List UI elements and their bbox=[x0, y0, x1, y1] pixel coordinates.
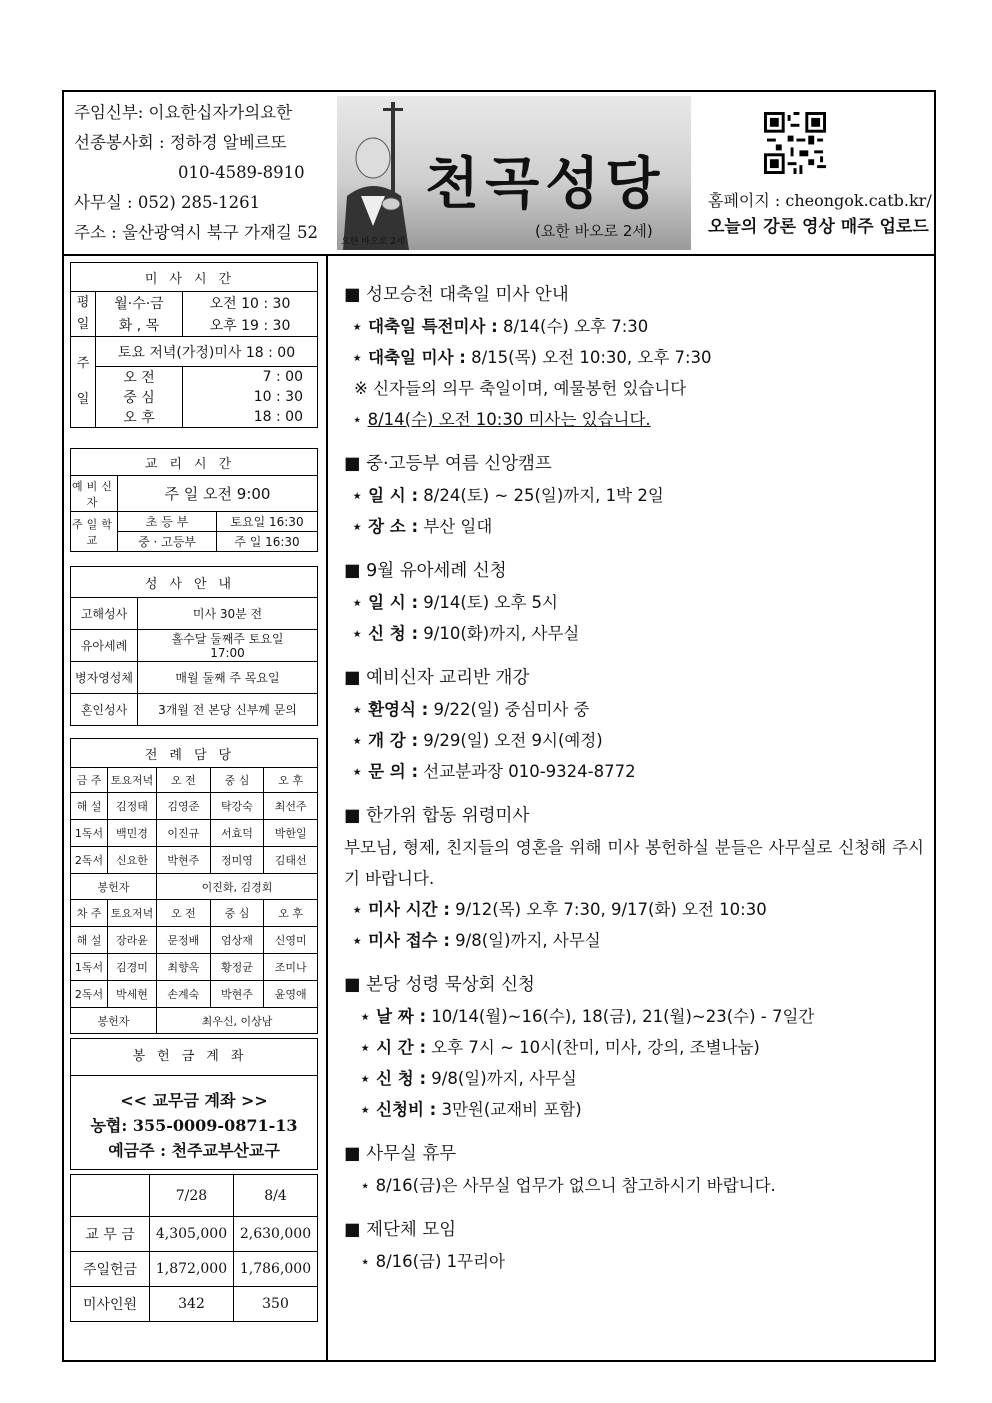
catechumen-label: 예비신자 bbox=[71, 476, 118, 512]
notice-item-text: 9/22(일) 중심미사 중 bbox=[428, 700, 590, 719]
finance-value: 2,630,000 bbox=[234, 1217, 318, 1252]
finance-value: 350 bbox=[234, 1287, 318, 1322]
weekday-days: 화 , 목 bbox=[96, 314, 183, 337]
catechism-table bbox=[70, 448, 318, 552]
finance-value: 342 bbox=[150, 1287, 234, 1322]
offering-account-holder: 예금주 : 천주교부산교구 bbox=[108, 1141, 280, 1160]
notice-title: ■ 중·고등부 여름 신앙캠프 bbox=[344, 454, 552, 474]
liturgy-cell: 박현주 bbox=[210, 981, 264, 1008]
notice-star: ⋆ bbox=[352, 410, 368, 429]
liturgy-title: 전례담당 bbox=[71, 739, 318, 768]
weekday-time: 오후 19 : 30 bbox=[183, 314, 318, 337]
mass-times-table bbox=[70, 262, 318, 428]
notice-title: ■ 사무실 휴무 bbox=[344, 1144, 457, 1164]
liturgy-cell: 이진규 bbox=[157, 820, 211, 847]
qr-code-icon[interactable] bbox=[764, 112, 826, 174]
notice-title: ■ 예비신자 교리반 개강 bbox=[344, 668, 530, 688]
notice-item-text: 9/8(일)까지, 사무실 bbox=[426, 1069, 577, 1088]
notice-title: ■ 본당 성령 묵상회 신청 bbox=[344, 975, 535, 995]
council-line: 선종봉사회 : 정하경 알베르또 bbox=[74, 133, 287, 152]
liturgy-cell: 조미나 bbox=[264, 954, 318, 981]
sunday-mass-label: 오 후 bbox=[96, 407, 183, 428]
sacrament-name: 혼인성사 bbox=[71, 694, 138, 726]
sunday-label: 주일 bbox=[71, 337, 96, 428]
liturgy-cell: 1독서 bbox=[71, 820, 108, 847]
notice-item-text: 9/29(일) 오전 9시(예정) bbox=[418, 731, 603, 750]
catechism-title: 교리시간 bbox=[71, 449, 318, 476]
sacrament-name: 유아세례 bbox=[71, 630, 138, 662]
notice-item-text: 8/24(토) ~ 25(일)까지, 1박 2일 bbox=[418, 486, 664, 505]
sunday-mass-time: 10 : 30 bbox=[183, 387, 318, 407]
sacrament-name: 고해성사 bbox=[71, 598, 138, 630]
liturgy-cell: 박한일 bbox=[264, 820, 318, 847]
liturgy-cell: 문정배 bbox=[157, 927, 211, 954]
finance-date: 8/4 bbox=[234, 1175, 318, 1217]
liturgy-cell: 김태선 bbox=[264, 847, 318, 874]
liturgy-cell: 오 후 bbox=[264, 768, 318, 793]
mass-times-title: 미사시간 bbox=[71, 263, 318, 292]
notice-title: ■ 9월 유아세례 신청 bbox=[344, 561, 507, 581]
notice-item-label: ⋆ 미사 시간 : bbox=[352, 900, 450, 919]
notice-item-text: ⋆ 8/16(금)은 사무실 업무가 없으니 참고하시기 바랍니다. bbox=[360, 1176, 776, 1195]
liturgy-cell: 엄상재 bbox=[210, 927, 264, 954]
notice-item-label: ⋆ 시 간 : bbox=[360, 1038, 427, 1057]
liturgy-cell: 최선주 bbox=[264, 793, 318, 820]
notice-item-text: 9/14(토) 오후 5시 bbox=[418, 593, 558, 612]
offering-account-heading: << 교무금 계좌 >> bbox=[120, 1091, 268, 1110]
offering-account-title: 봉헌금계좌 bbox=[71, 1039, 317, 1076]
notice-spirit-retreat bbox=[344, 970, 924, 1125]
sunday-school-label: 주일학교 bbox=[71, 512, 118, 552]
catechumen-time: 주 일 오전 9:00 bbox=[118, 476, 318, 512]
liturgy-cell: 신요한 bbox=[108, 847, 157, 874]
liturgy-cell: 중 심 bbox=[210, 768, 264, 793]
notice-item-label: ⋆ 일 시 : bbox=[352, 593, 419, 612]
school-time: 주 일 16:30 bbox=[217, 532, 318, 552]
liturgy-table bbox=[70, 738, 318, 1034]
finance-value: 4,305,000 bbox=[150, 1217, 234, 1252]
liturgy-server: 최우신, 이상남 bbox=[157, 1008, 318, 1034]
liturgy-cell: 황정균 bbox=[210, 954, 264, 981]
notice-note: ※ 신자들의 의무 축일이며, 예물봉헌 있습니다 bbox=[354, 379, 687, 398]
notice-item-label: ⋆ 환영식 : bbox=[352, 700, 429, 719]
weekday-time: 오전 10 : 30 bbox=[183, 292, 318, 315]
notices-column bbox=[344, 280, 924, 1277]
homepage-link[interactable]: 홈페이지 : cheongok.catb.kr/ bbox=[708, 191, 932, 210]
council-phone: 010-4589-8910 bbox=[178, 163, 305, 182]
notice-item-label: ⋆ 신청비 : bbox=[360, 1100, 437, 1119]
notice-item-text: 9/8(일)까지, 사무실 bbox=[449, 931, 601, 950]
weekday-days: 월·수·금 bbox=[96, 292, 183, 315]
liturgy-cell: 김정태 bbox=[108, 793, 157, 820]
finance-date: 7/28 bbox=[150, 1175, 234, 1217]
liturgy-cell: 장라윤 bbox=[108, 927, 157, 954]
weekday-label: 평일 bbox=[71, 292, 96, 337]
patron-saint: (요한 바오로 2세) bbox=[535, 222, 653, 240]
church-name: 천곡성당 bbox=[425, 152, 666, 217]
church-banner bbox=[337, 96, 691, 250]
notice-item-text: 9/10(화)까지, 사무실 bbox=[418, 624, 580, 643]
liturgy-cell: 금 주 bbox=[71, 768, 108, 793]
notice-item-label: ⋆ 장 소 : bbox=[352, 517, 419, 536]
sacrament-info: 3개월 전 본당 신부께 문의 bbox=[138, 694, 318, 726]
liturgy-cell: 해 설 bbox=[71, 793, 108, 820]
saturday-evening-mass: 토요 저녁(가정)미사 18 : 00 bbox=[96, 337, 318, 367]
liturgy-cell: 정미영 bbox=[210, 847, 264, 874]
finance-label: 주일헌금 bbox=[71, 1252, 150, 1287]
address-line: 주소 : 울산광역시 북구 가재길 52 bbox=[74, 223, 319, 242]
finance-value: 1,872,000 bbox=[150, 1252, 234, 1287]
header-divider bbox=[64, 254, 934, 256]
notice-item-text: 선교분과장 010-9324-8772 bbox=[418, 762, 636, 781]
notice-item-label: ⋆ 대축일 특전미사 : bbox=[352, 317, 498, 336]
notice-office-closed bbox=[344, 1139, 924, 1201]
liturgy-cell: 박현주 bbox=[157, 847, 211, 874]
finance-corner bbox=[71, 1175, 150, 1217]
liturgy-cell: 신영미 bbox=[264, 927, 318, 954]
notice-item-label: ⋆ 미사 접수 : bbox=[352, 931, 450, 950]
notice-item-text: 8/15(목) 오전 10:30, 오후 7:30 bbox=[465, 348, 712, 367]
notice-groups-meeting bbox=[344, 1215, 924, 1277]
finance-value: 1,786,000 bbox=[234, 1252, 318, 1287]
liturgy-cell: 1독서 bbox=[71, 954, 108, 981]
pope-portrait-image bbox=[339, 96, 423, 250]
liturgy-server-label: 봉헌자 bbox=[71, 1008, 157, 1034]
offering-account-box bbox=[70, 1038, 318, 1170]
liturgy-cell: 손계숙 bbox=[157, 981, 211, 1008]
liturgy-cell: 오 전 bbox=[157, 900, 211, 927]
notice-underlined-text: 8/14(수) 오전 10:30 미사는 있습니다. bbox=[367, 410, 651, 429]
sacraments-title: 성사안내 bbox=[71, 567, 318, 598]
notice-item-label: ⋆ 개 강 : bbox=[352, 731, 419, 750]
notice-memorial-mass bbox=[344, 801, 924, 956]
column-divider bbox=[326, 254, 328, 1362]
photo-caption: 요한 바오로 2세 bbox=[341, 237, 405, 247]
finance-label: 미사인원 bbox=[71, 1287, 150, 1322]
sacrament-info: 미사 30분 전 bbox=[138, 598, 318, 630]
liturgy-cell: 2독서 bbox=[71, 981, 108, 1008]
notice-item-label: ⋆ 날 짜 : bbox=[360, 1007, 427, 1026]
school-grade: 중 · 고등부 bbox=[118, 532, 217, 552]
notice-item-label: ⋆ 대축일 미사 : bbox=[352, 348, 466, 367]
offering-account-number: 농협: 355-0009-0871-13 bbox=[90, 1116, 298, 1135]
sacraments-table bbox=[70, 566, 318, 726]
bulletin-frame bbox=[62, 90, 936, 1362]
sunday-mass-time: 18 : 00 bbox=[183, 407, 318, 428]
notice-item-text: 오후 7시 ~ 10시(찬미, 미사, 강의, 조별나눔) bbox=[426, 1038, 760, 1057]
notice-assumption-mass bbox=[344, 280, 924, 435]
liturgy-cell: 서효덕 bbox=[210, 820, 264, 847]
notice-infant-baptism bbox=[344, 556, 924, 649]
notice-item-text: 9/12(목) 오후 7:30, 9/17(화) 오전 10:30 bbox=[449, 900, 767, 919]
liturgy-cell: 김경미 bbox=[108, 954, 157, 981]
notice-title: ■ 성모승천 대축일 미사 안내 bbox=[344, 285, 569, 305]
liturgy-cell: 탁강숙 bbox=[210, 793, 264, 820]
sunday-mass-label: 오 전 bbox=[96, 367, 183, 388]
notice-item-text: 부산 일대 bbox=[418, 517, 493, 536]
school-time: 토요일 16:30 bbox=[217, 512, 318, 532]
sacrament-info: 홀수달 둘째주 토요일 17:00 bbox=[138, 630, 318, 662]
notice-catechumen-class bbox=[344, 663, 924, 787]
school-grade: 초 등 부 bbox=[118, 512, 217, 532]
liturgy-cell: 오 후 bbox=[264, 900, 318, 927]
sunday-mass-label: 중 심 bbox=[96, 387, 183, 407]
sunday-mass-time: 7 : 00 bbox=[183, 367, 318, 388]
liturgy-cell: 중 심 bbox=[210, 900, 264, 927]
homily-upload-note: 오늘의 강론 영상 매주 업로드 bbox=[708, 217, 929, 237]
notice-item-text: 10/14(월)~16(수), 18(금), 21(월)~23(수) - 7일간 bbox=[426, 1007, 815, 1026]
notice-youth-camp bbox=[344, 449, 924, 542]
liturgy-cell: 2독서 bbox=[71, 847, 108, 874]
liturgy-cell: 백민경 bbox=[108, 820, 157, 847]
sacrament-name: 병자영성체 bbox=[71, 662, 138, 694]
liturgy-cell: 오 전 bbox=[157, 768, 211, 793]
liturgy-cell: 윤영애 bbox=[264, 981, 318, 1008]
liturgy-server-label: 봉헌자 bbox=[71, 874, 157, 900]
notice-title: ■ 제단체 모임 bbox=[344, 1220, 457, 1240]
liturgy-cell: 김영준 bbox=[157, 793, 211, 820]
finance-table bbox=[70, 1174, 318, 1322]
notice-item-label: ⋆ 일 시 : bbox=[352, 486, 419, 505]
liturgy-cell: 차 주 bbox=[71, 900, 108, 927]
sacrament-info: 매월 둘째 주 목요일 bbox=[138, 662, 318, 694]
liturgy-cell: 박세현 bbox=[108, 981, 157, 1008]
notice-item-label: ⋆ 신 청 : bbox=[352, 624, 419, 643]
liturgy-cell: 토요저녁 bbox=[108, 900, 157, 927]
header-info bbox=[74, 98, 318, 248]
notice-item-label: ⋆ 문 의 : bbox=[352, 762, 419, 781]
notice-item-text: ⋆ 8/16(금) 1꾸리아 bbox=[360, 1252, 505, 1271]
finance-label: 교 무 금 bbox=[71, 1217, 150, 1252]
liturgy-cell: 최향옥 bbox=[157, 954, 211, 981]
liturgy-cell: 토요저녁 bbox=[108, 768, 157, 793]
notice-item-text: 3만원(교재비 포함) bbox=[436, 1100, 582, 1119]
notice-item-text: 8/14(수) 오후 7:30 bbox=[497, 317, 649, 336]
liturgy-server: 이진화, 김경회 bbox=[157, 874, 318, 900]
notice-title: ■ 한가위 합동 위령미사 bbox=[344, 806, 530, 826]
liturgy-cell: 해 설 bbox=[71, 927, 108, 954]
office-phone: 사무실 : 052) 285-1261 bbox=[74, 193, 261, 212]
pastor-line: 주임신부: 이요한십자가의요한 bbox=[74, 103, 293, 122]
notice-body: 부모님, 형제, 친지들의 영혼을 위해 미사 봉헌하실 분들은 사무실로 신청해 주시기 바랍니다. bbox=[344, 838, 924, 888]
notice-item-label: ⋆ 신 청 : bbox=[360, 1069, 427, 1088]
